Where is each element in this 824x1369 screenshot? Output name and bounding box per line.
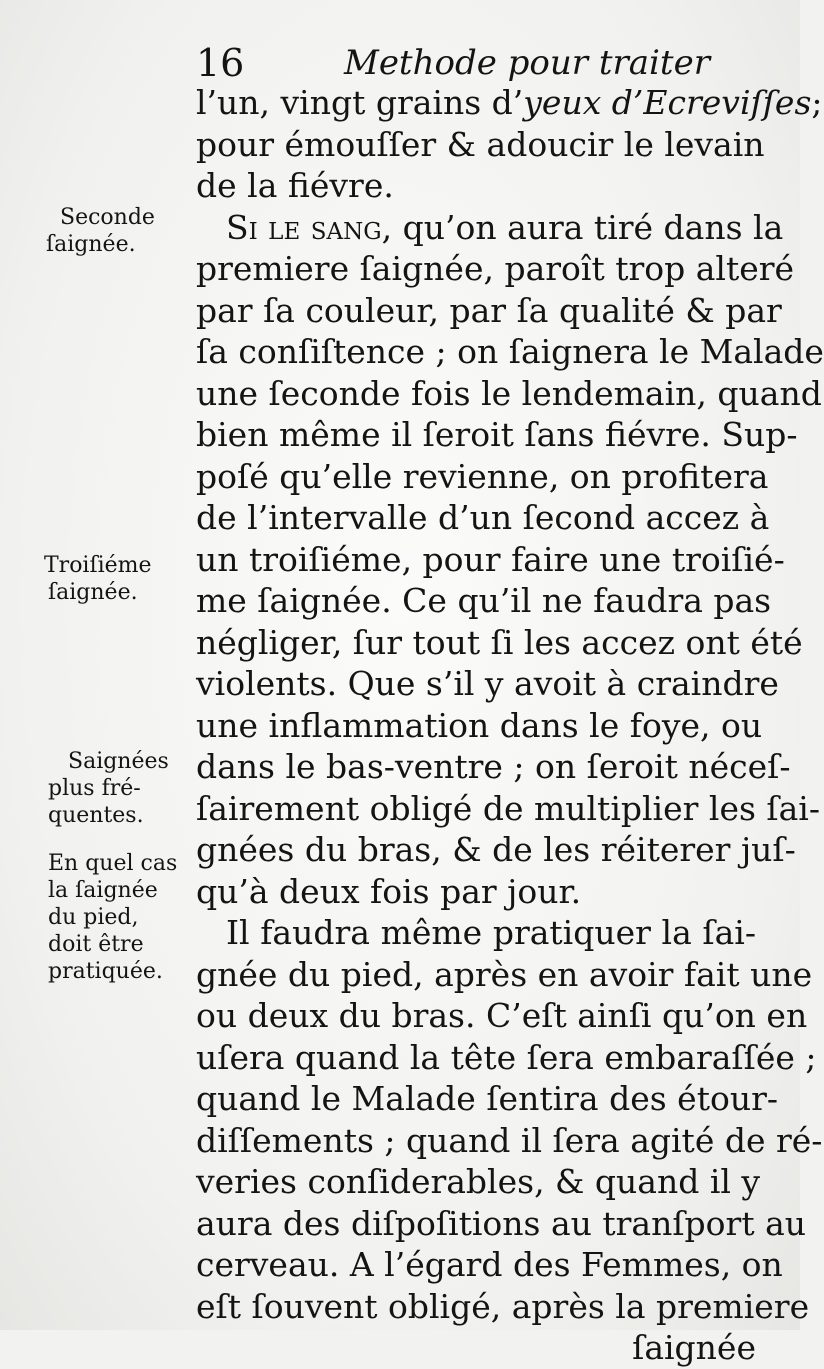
margin-note: En quel cas la ſaignée du pied, doit être pratiquée.: [48, 851, 178, 984]
text-line: Si le sang, qu’on aura tiré dans la: [226, 207, 784, 247]
text-line: une inflammation dans le foye, ou: [196, 705, 763, 745]
text-line: gnées du bras, & de les réiterer juſ-: [196, 830, 796, 869]
text-line: poſé qu’elle revienne, on profitera: [196, 456, 769, 496]
text-line: me ſaignée. Ce qu’il ne faudra pas: [196, 581, 772, 620]
text-line: dans le bas-ventre ; on ſeroit néceſ-: [196, 747, 791, 786]
text-line: ſairement obligé de multiplier les ſai-: [196, 788, 821, 828]
page-header: [196, 38, 756, 88]
text-line: violents. Que s’il y avoit à craindre: [196, 664, 779, 703]
margin-note: Saignées plus fré- quentes.: [48, 749, 169, 828]
text-line: quand le Malade ſentira des étour-: [196, 1079, 778, 1118]
text-line: Il faudra même pratiquer la ſai-: [226, 913, 756, 952]
catchword: ſaignée: [632, 1328, 756, 1367]
text-line: un troiſiéme, pour faire une troiſié-: [196, 539, 785, 579]
text-line: l’un, vingt grains d’yeux d’Ecreviſſes;: [196, 83, 823, 122]
text-line: qu’à deux fois par jour.: [196, 871, 582, 911]
text-line: par ſa couleur, par ſa qualité & par: [196, 290, 782, 330]
text-line: uſera quand la tête ſera embaraſſée ;: [196, 1037, 817, 1077]
text-line: de la fiévre.: [196, 166, 394, 205]
text-line: premiere ſaignée, paroît trop alteré: [196, 249, 795, 288]
text-line: pour émouſſer & adoucir le levain: [196, 124, 765, 164]
text-line: de l’intervalle d’un ſecond accez à: [196, 498, 770, 537]
text-line: ou deux du bras. C’eſt ainſi qu’on en: [196, 996, 808, 1035]
text-line: ſa conſiſtence ; on ſaignera le Malade: [196, 332, 824, 371]
text-line: gnée du pied, après en avoir fait une: [196, 954, 813, 994]
text-line: diſſements ; quand il ſera agité de ré-: [196, 1120, 823, 1160]
text-line: cerveau. A l’égard des Femmes, on: [196, 1245, 783, 1284]
text-line: aura des diſpoſitions au tranſport au: [196, 1203, 807, 1243]
text-line: bien même il ſeroit ſans fiévre. Sup-: [196, 415, 798, 454]
margin-note: Seconde ſaignée.: [46, 205, 155, 257]
body-text: [196, 82, 824, 1369]
text-line: une ſeconde fois le lendemain, quand: [196, 373, 822, 413]
margin-note: Troiſiéme ſaignée.: [44, 553, 152, 605]
text-line: eſt ſouvent obligé, après la premiere: [196, 1286, 810, 1326]
page-number: 16: [196, 41, 245, 85]
text-line: négliger, ſur tout ſi les accez ont été: [196, 622, 803, 662]
running-title: Methode pour traiter: [344, 43, 710, 83]
text-line: veries conſiderables, & quand il y: [196, 1162, 761, 1201]
